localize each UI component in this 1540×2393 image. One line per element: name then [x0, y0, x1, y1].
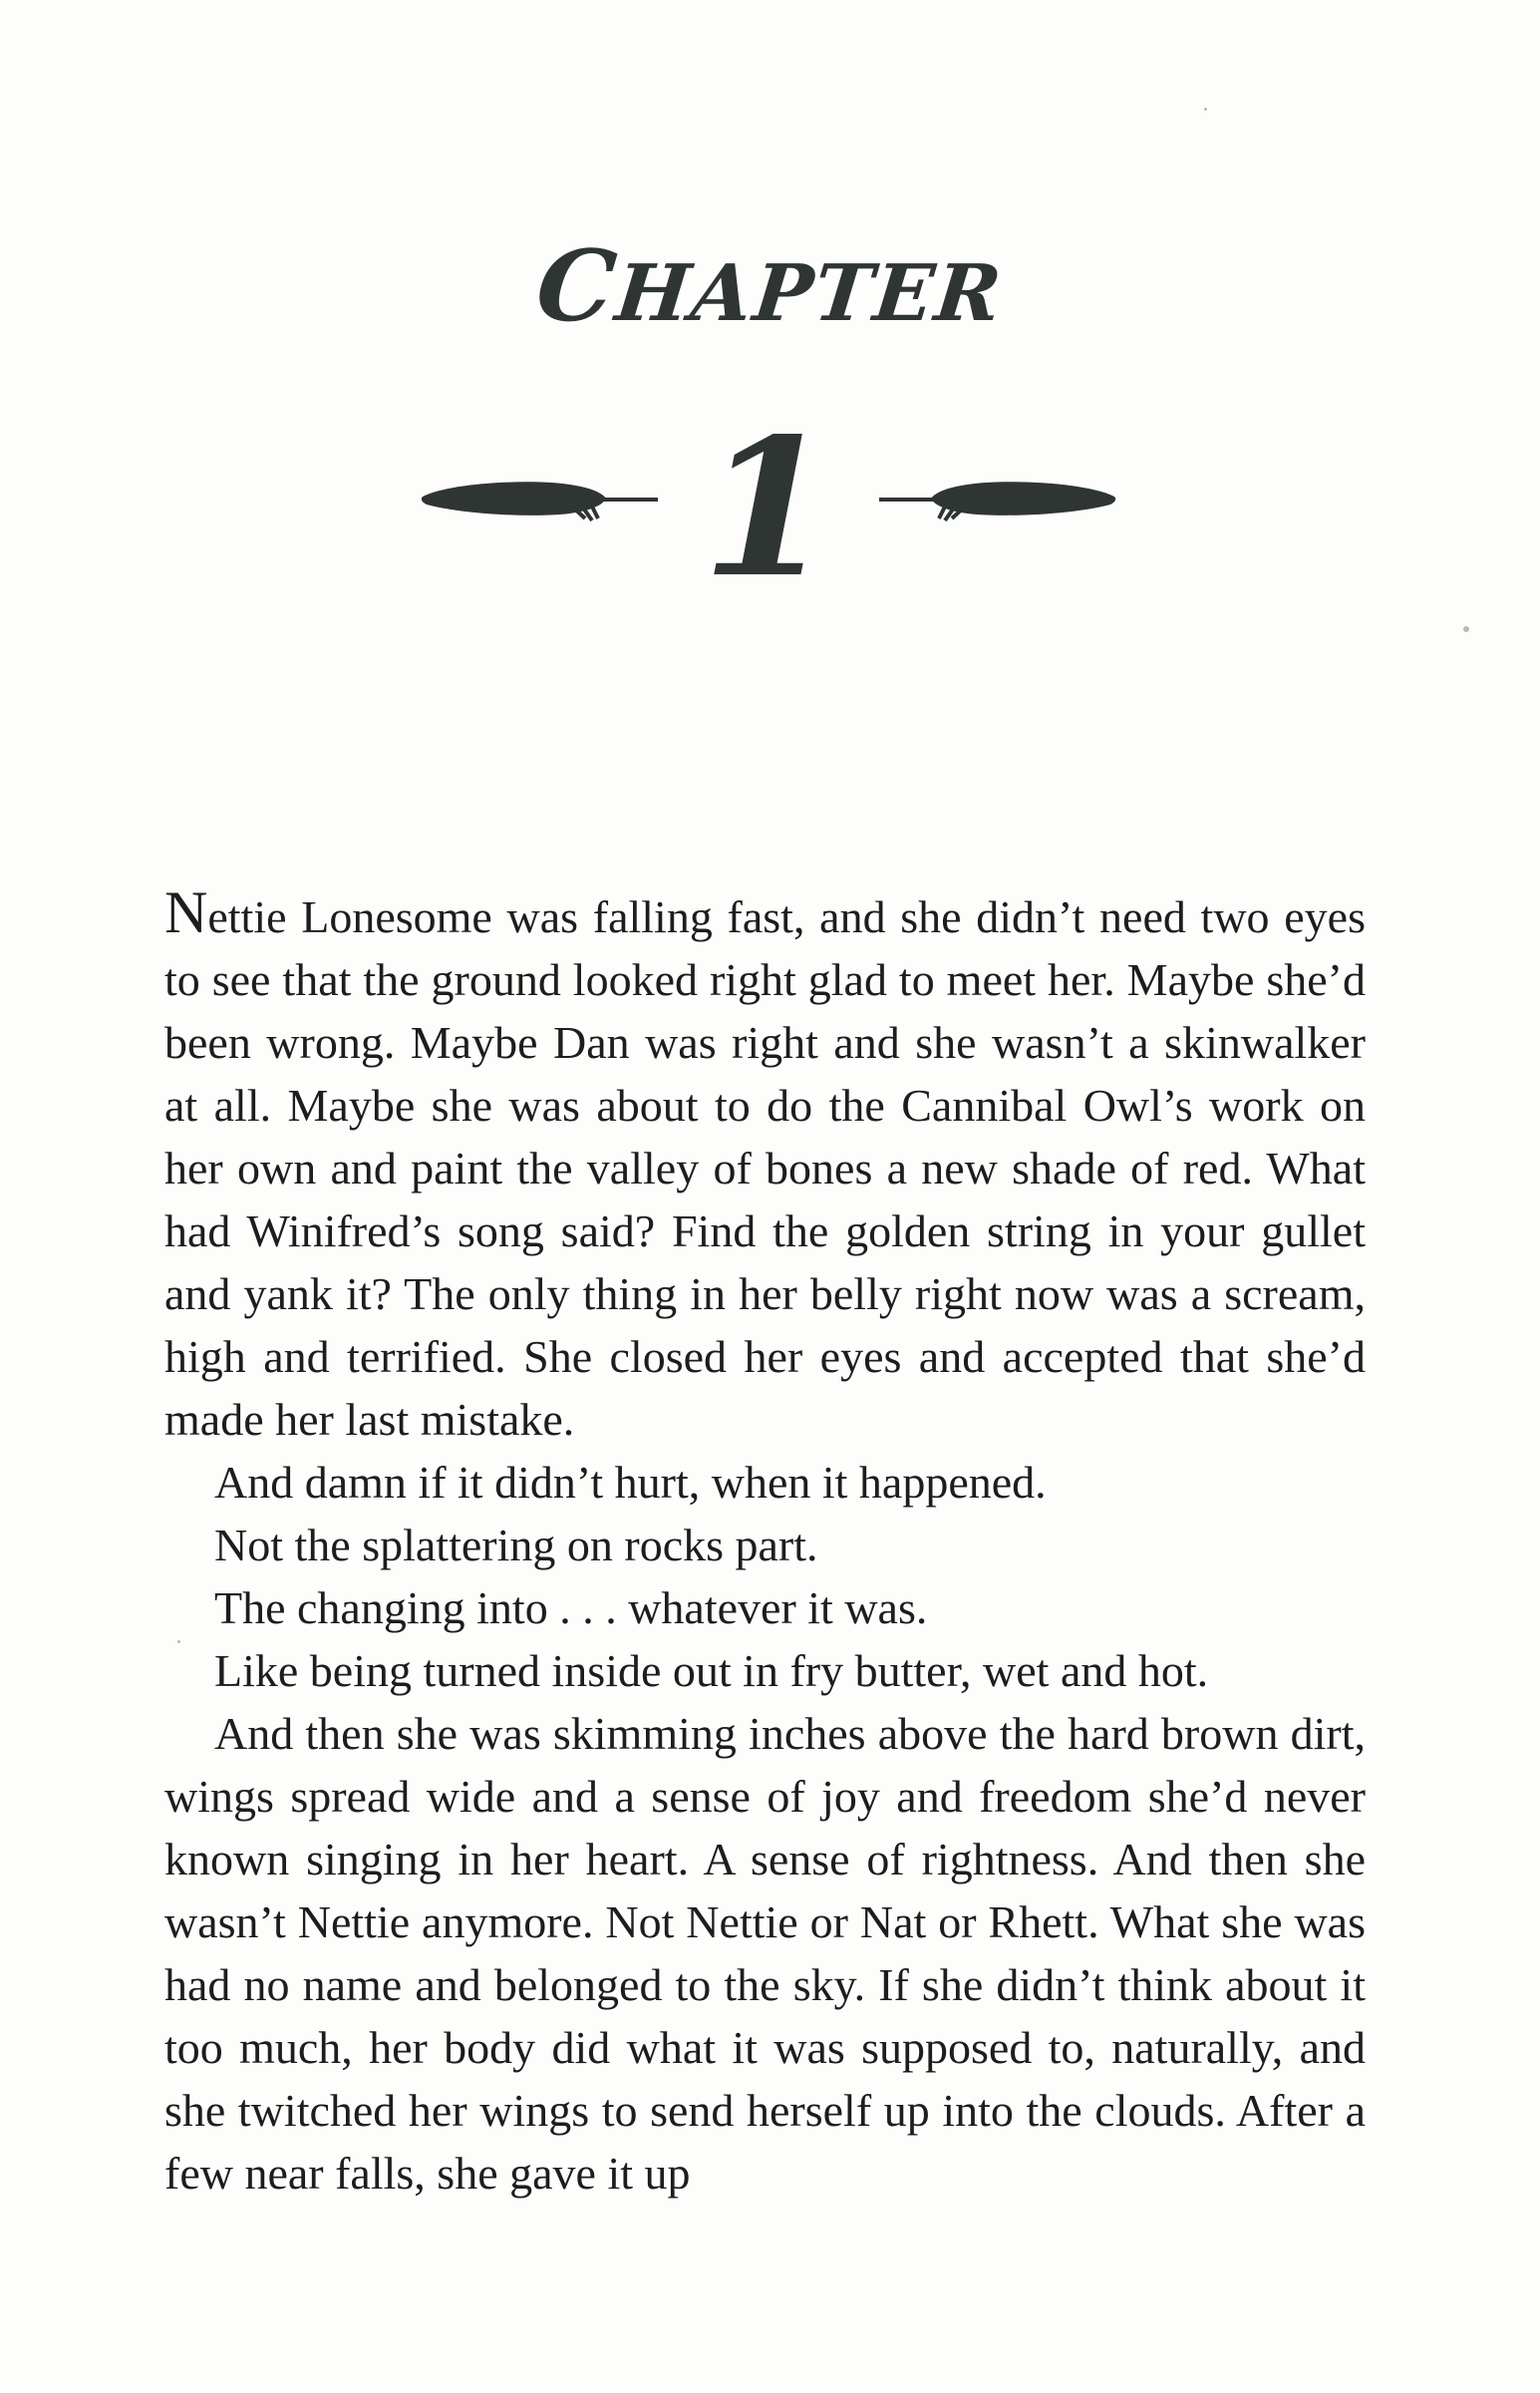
chapter-label-rest: HAPTER	[611, 248, 1008, 339]
chapter-ornament	[0, 397, 1540, 619]
chapter-heading	[0, 229, 1540, 344]
chapter-label	[531, 229, 1009, 344]
paragraph-6: And then she was skimming inches above the hard brown dirt, wings spread wide and a sense of joy and freedom she’d never known singing in her heart. A sense of rightness. And then she wasn’t Nettie anymore. Not Nettie or Nat or Rhett. What she was had no name and belonged to the sky. If she didn’t think about it too much, her body did what it was supposed to, naturally, and she twitched her wings to send herself up into the clouds. After a few near falls, she gave it up	[164, 1708, 1366, 2199]
drop-initial: N	[164, 879, 208, 945]
paragraph-2: And damn if it didn’t hurt, when it happened.	[214, 1457, 1047, 1508]
paragraph-5: Like being turned inside out in fry butter, wet and hot.	[214, 1645, 1209, 1696]
paragraph-1-text: ettie Lonesome was falling fast, and she didn’t need two eyes to see that the ground looked right glad to meet her. Maybe she’d been wrong. Maybe Dan was right and she wasn’t a skinwalker at all. Maybe she was about to do the Cannibal Owl’s work on her own and paint the valley of bones a new shade of red. What had Winifred’s song said? Find the golden string in your gullet and yank it? The only thing in her belly right now was a scream, high and terrified. She closed her eyes and accepted that she’d made her last mistake.	[164, 891, 1366, 1445]
scan-speck	[1204, 108, 1207, 111]
paragraph-4: The changing into . . . whatever it was.	[214, 1582, 928, 1633]
paragraph-1	[164, 879, 1366, 1451]
chapter-label-initial: C	[530, 229, 623, 344]
feather-icon	[877, 469, 1116, 528]
chapter-number: 1	[701, 397, 834, 619]
paragraph-3: Not the splattering on rocks part.	[214, 1520, 818, 1570]
scan-speck	[177, 1640, 180, 1643]
feather-icon	[421, 469, 660, 528]
chapter-body	[164, 879, 1366, 2205]
scan-speck	[1463, 626, 1469, 632]
